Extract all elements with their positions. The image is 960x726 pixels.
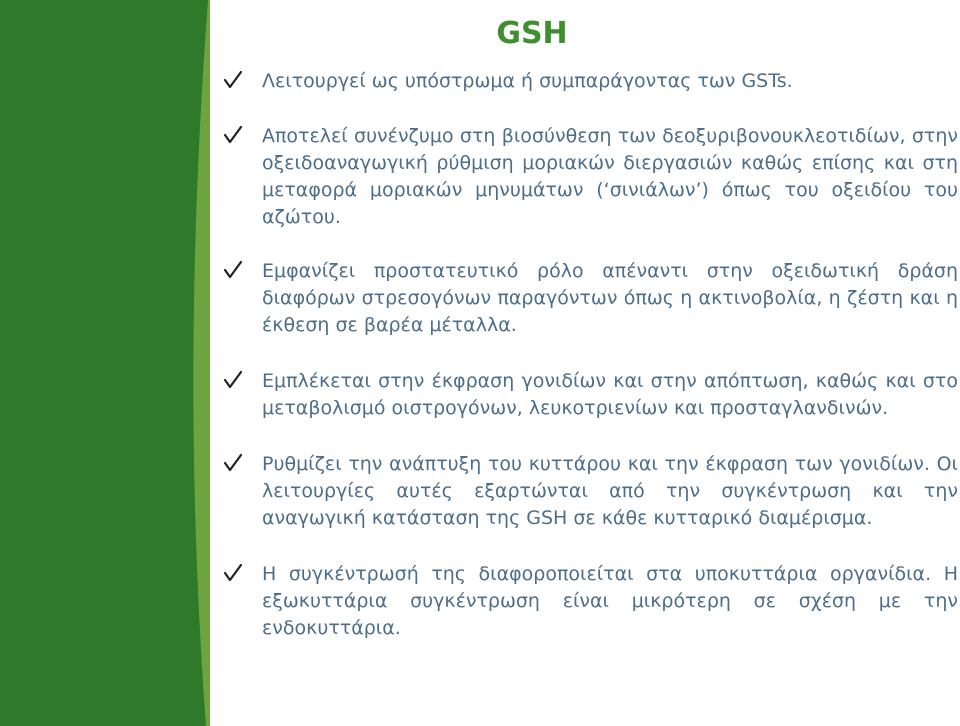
bullet-list: [222, 68, 958, 642]
bullet-item: [222, 451, 958, 532]
check-icon: [222, 69, 244, 91]
bullet-item: [222, 368, 958, 422]
slide-title: GSH: [496, 16, 568, 51]
check-icon: [222, 562, 244, 584]
check-icon: [222, 124, 244, 146]
bullet-text: Ρυθμίζει την ανάπτυξη του κυττάρου και την έκφραση των γονιδίων. Οι λειτουργίες αυτές εξαρτώνται από την συγκέντρωση και την αναγωγική κατάσταση της GSH σε κάθε κυτταρικό διαμέρισμα.: [262, 453, 958, 529]
side-band-dark-fill: [0, 0, 208, 726]
bullet-text: Λειτουργεί ως υπόστρωμα ή συμπαράγοντας των GSTs.: [262, 70, 793, 92]
bullet-text: Αποτελεί συνένζυμο στη βιοσύνθεση των δεοξυριβονουκλεοτιδίων, στην οξειδοαναγωγική ρύθμιση μοριακών διεργασιών καθώς επίσης και στη μεταφορά μοριακών μηνυμάτων (‘σινιάλων’) όπως του οξειδίου του αζώτου.: [262, 125, 958, 228]
check-icon: [222, 452, 244, 474]
bullet-item: [222, 561, 958, 642]
bullet-item: [222, 123, 958, 231]
check-icon: [222, 369, 244, 391]
bullet-item: [222, 68, 958, 95]
decorative-side-band: [0, 0, 210, 726]
bullet-text: Εμφανίζει προστατευτικό ρόλο απέναντι στην οξειδωτική δράση διαφόρων στρεσογόνων παραγόντων όπως η ακτινοβολία, η ζέστη και η έκθεση σε βαρέα μέταλλα.: [262, 260, 958, 336]
bullet-text: Η συγκέντρωσή της διαφοροποιείται στα υποκυττάρια οργανίδια. Η εξωκυττάρια συγκέντρωση είναι μικρότερη σε σχέση με την ενδοκυττάρια.: [262, 563, 958, 639]
bullet-text: Εμπλέκεται στην έκφραση γονιδίων και στην απόπτωση, καθώς και στο μεταβολισμό οιστρογόνων, λευκοτριενίων και προσταγλανδινών.: [262, 370, 958, 419]
bullet-item: [222, 258, 958, 339]
check-icon: [222, 259, 244, 281]
